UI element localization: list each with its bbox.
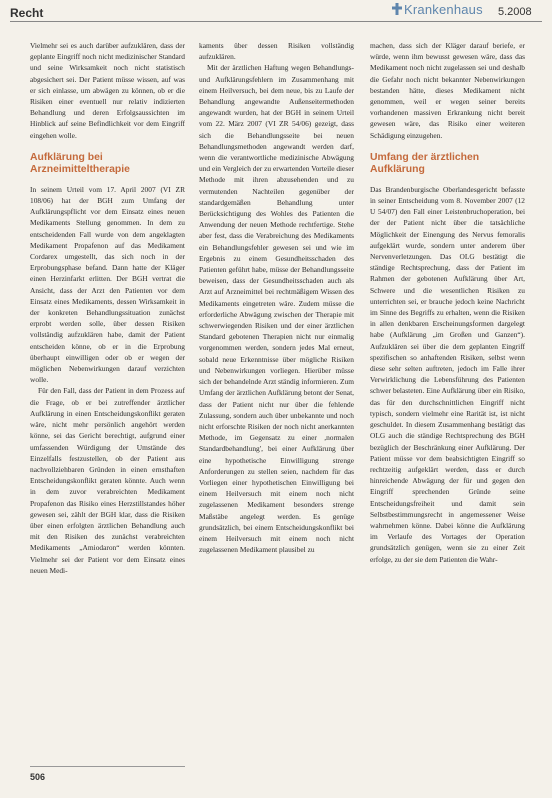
section-heading: Umfang der ärztlichen Aufklärung: [370, 151, 480, 175]
logo-text: Krankenhaus: [404, 2, 483, 17]
paragraph: In seinem Urteil vom 17. April 2007 (VI ZR 108/06) hat der BGH zum Umfang der Aufklärungspflicht vor dem Einsatz eines neuen Medikaments Stellung genommen. In dem zu entscheidenden Fall wurde von dem angeklagten Medikament Propafenon auf das Medikament Cordarex umgestellt, das sich noch in der Erprobungsphase befand. Dann hatte der Kläger einen Herzinfarkt erlitten. Der BGH vertrat die Ansicht, dass der Arzt den Patienten vor dem Einsatz eines Medikaments, dessen Wirksamkeit in der konkreten Behandlungssituation zunächst erprobt werden solle, über dessen Risiken vollständig aufzuklären habe, damit der Patient entscheiden könne, ob er in die Erprobung überhaupt einwilligen oder ob er wegen der möglichen Nebenwirkungen darauf verzichten wolle.: [30, 184, 185, 385]
paragraph: Vielmehr sei es auch darüber aufzuklären, dass der geplante Eingriff noch nicht medizinischer Standard und seine Wirksamkeit noch nicht statistisch abgesichert sei. Der Patient müsse wissen, auf was er sich einlasse, um abwägen zu können, ob er die Risiken einer eventuell nur relativ indizierten Behandlung und deren Erfolgsaussichten im Hinblick auf seine Befindlichkeit vor dem Eingriff eingehen wolle.: [30, 41, 185, 140]
paragraph: Das Brandenburgische Oberlandesgericht befasste in seiner Entscheidung vom 8. November 2007 (12 U 54/07) den Fall einer Leistenbruchoperation, bei der der Patient nicht über die tatsächliche Möglichkeit der Einengung des Nervus femoralis aufgeklärt wurde, sondern unter anderem über Nervenverletzungen. Das OLG bestätigt die ständige Rechtsprechung, dass der Patient im Rahmen der gebotenen Aufklärung über Art, Schwere und die wesentlichen Risiken zu unterrichten sei, er brauche jedoch keine Nachricht im Sinne des Begriffs zu erhalten, wenn die Risiken in allen denkbaren Erscheinungsformen dargelegt habe (Aufklärung „im Großen und Ganzen“). Aufzuklären sei über die dem geplanten Eingriff spezifischen so anhaftenden Risiken, selbst wenn diese sehr selten auftreten, jedoch im Falle ihrer Verwirklichung die Lebensführung des Patienten schwer belasteten. Eine Aufklärung über ein Risiko, das für den durchschnittlichen Eingriff nicht typisch, sondern vielmehr eine Rarität ist, ist nicht geschuldet. In diesem Zusammenhang bestätigt das OLG auch die ständige Rechtsprechung des BGH bezüglich der Beschränkung einer Aufklärung. Der Patient müsse vor dem beabsichtigten Eingriff so rechtzeitig aufgeklärt werden, dass er durch hinreichende Abwägung der für und gegen den Eingriff sprechenden Gründe seine Entscheidungsfreiheit und damit sein Selbstbestimmungsrecht in angemessener Weise wahrnehmen könne. Dabei könne die Aufklärung im Verlaufe des Vortages der Operation grundsätzlich genügen, wenn sie zu einer Zeit erfolge, zu der sie dem Patienten die Wahr-: [370, 184, 525, 564]
header-divider: [10, 21, 542, 22]
page-header: [0, 0, 552, 26]
text-column-2: [199, 40, 354, 760]
page-number: 506: [30, 772, 46, 782]
paragraph: Für den Fall, dass der Patient in dem Prozess auf die Frage, ob er bei zutreffender ärztlicher Aufklärung in einen Entscheidungskonflikt geraten wäre, nicht mehr persönlich angehört werden könne, sei das Gericht berechtigt, aufgrund einer umfassenden Würdigung der Umstände des Einzelfalls festzustellen, ob der Patient aus nachvollziehbaren Gründen in einen ernsthaften Entscheidungskonflikt geraten könnte. Auch wenn in dem zuvor verabreichten Medikament Propafenon das Risiko eines Herzstillstandes höher gewesen sei, zählt der BGH klar, dass die Risiken über einen erfolgten ärztlichen Behandlung auch mit den Risiken des zunächst verabreichten Medikaments „Amiodaron“ werden könnten. Vielmehr sei der Patient vor dem Einsatz eines neuen Medi-: [30, 386, 185, 575]
paragraph: kaments über dessen Risiken vollständig aufzuklären.: [199, 41, 354, 62]
issue-number: 5.2008: [498, 6, 532, 18]
cross-logo-icon: [392, 2, 402, 16]
text-column-3: [370, 40, 525, 760]
paragraph: machen, dass sich der Kläger darauf beriefe, er würde, wenn ihm bewusst gewesen wäre, dass das Medikament noch nicht zugelassen sei und deshalb die Gefahr noch nicht bekannter Nebenwirkungen bestanden hätte, dieses Medikament nicht genommen, weil er wegen seiner bereits vorhandenen massiven Erkrankung nicht bereit gewesen wäre, das Risiko einer weiteren Schädigung einzugehen.: [370, 41, 525, 140]
text-column-1: [30, 40, 185, 760]
footer-divider: [30, 766, 185, 767]
paragraph: Mit der ärztlichen Haftung wegen Behandlungs- und Aufklärungsfehlern im Zusammenhang mit einem Heilversuch, bei dem neue, bis zu Laufe der Behandlung angewandte Außenseitermethoden angewandt wurden, hat der BGH in seinem Urteil vom 22. März 2007 (VI ZR 54/06) gezeigt, dass sich die Behandlungsseite bei neuen Behandlungsmethoden angewandt werden darf, wenn die verantwortliche medizinische Abwägung und ein Vergleich der zu erwartenden Vorteile dieser Methode mit ihren abzusehenden und zu vermutenden Nachteilen gegenüber der standardgemäßen Behandlung unter Berücksichtigung des Wohles des Patienten die Anwendung der neuen Methode rechtfertige. Stehe aber fest, dass die Verabreichung des Medikaments ein Behandlungsfehler gewesen sei und wie im Ergebnis zu einem Gesundheitsschaden des Patienten geführt habe, müsse der Behandlungsseite beweisen, dass der Gesundheitsschaden auch als Arzt auf Arzneimittel bei rechtmäßigem Wissen des Medikaments eingetreten wäre. Zudem müsse die erforderliche Abwägung zwischen der Therapie mit schwerwiegenden Risiken und der einer ärztlichen Standard gebotenen Therapien nicht nur einmalig vorgenommen werden, sondern jedes Mal erneut, sobald neue Erkenntnisse über mögliche Risiken und Nebenwirkungen vorliegen. Hierüber müsse sich der behandelnde Arzt ständig informieren. Zum Umfang der ärztlichen Aufklärung betont der Senat, dass der Patient nicht nur über die fehlende Zulassung, sondern auch über unbekannte und noch nicht erforschte Risiken der noch nicht anerkannten Methode, im Gegensatz zu einer ,normalen Standardbehandlung', bei einer Aufklärung über eine hypothetische Einwilligung strenge Anforderungen zu stellen seien, nachdem für das Vorliegen einer hypothetischen Einwilligung bei einem Heilversuch mit einem noch nicht zugelassenen Medikament besonders strenge Maßstäbe angelegt werden. Es genüge grundsätzlich, bei einem Entscheidungskonflikt bei einem Heilversuch mit einem noch nicht zugelassenen Medikament plausibel zu: [199, 63, 354, 555]
section-heading: Aufklärung bei Arzneimitteltherapie: [30, 151, 130, 175]
section-label: Recht: [10, 6, 44, 20]
magazine-logo: [392, 2, 483, 17]
